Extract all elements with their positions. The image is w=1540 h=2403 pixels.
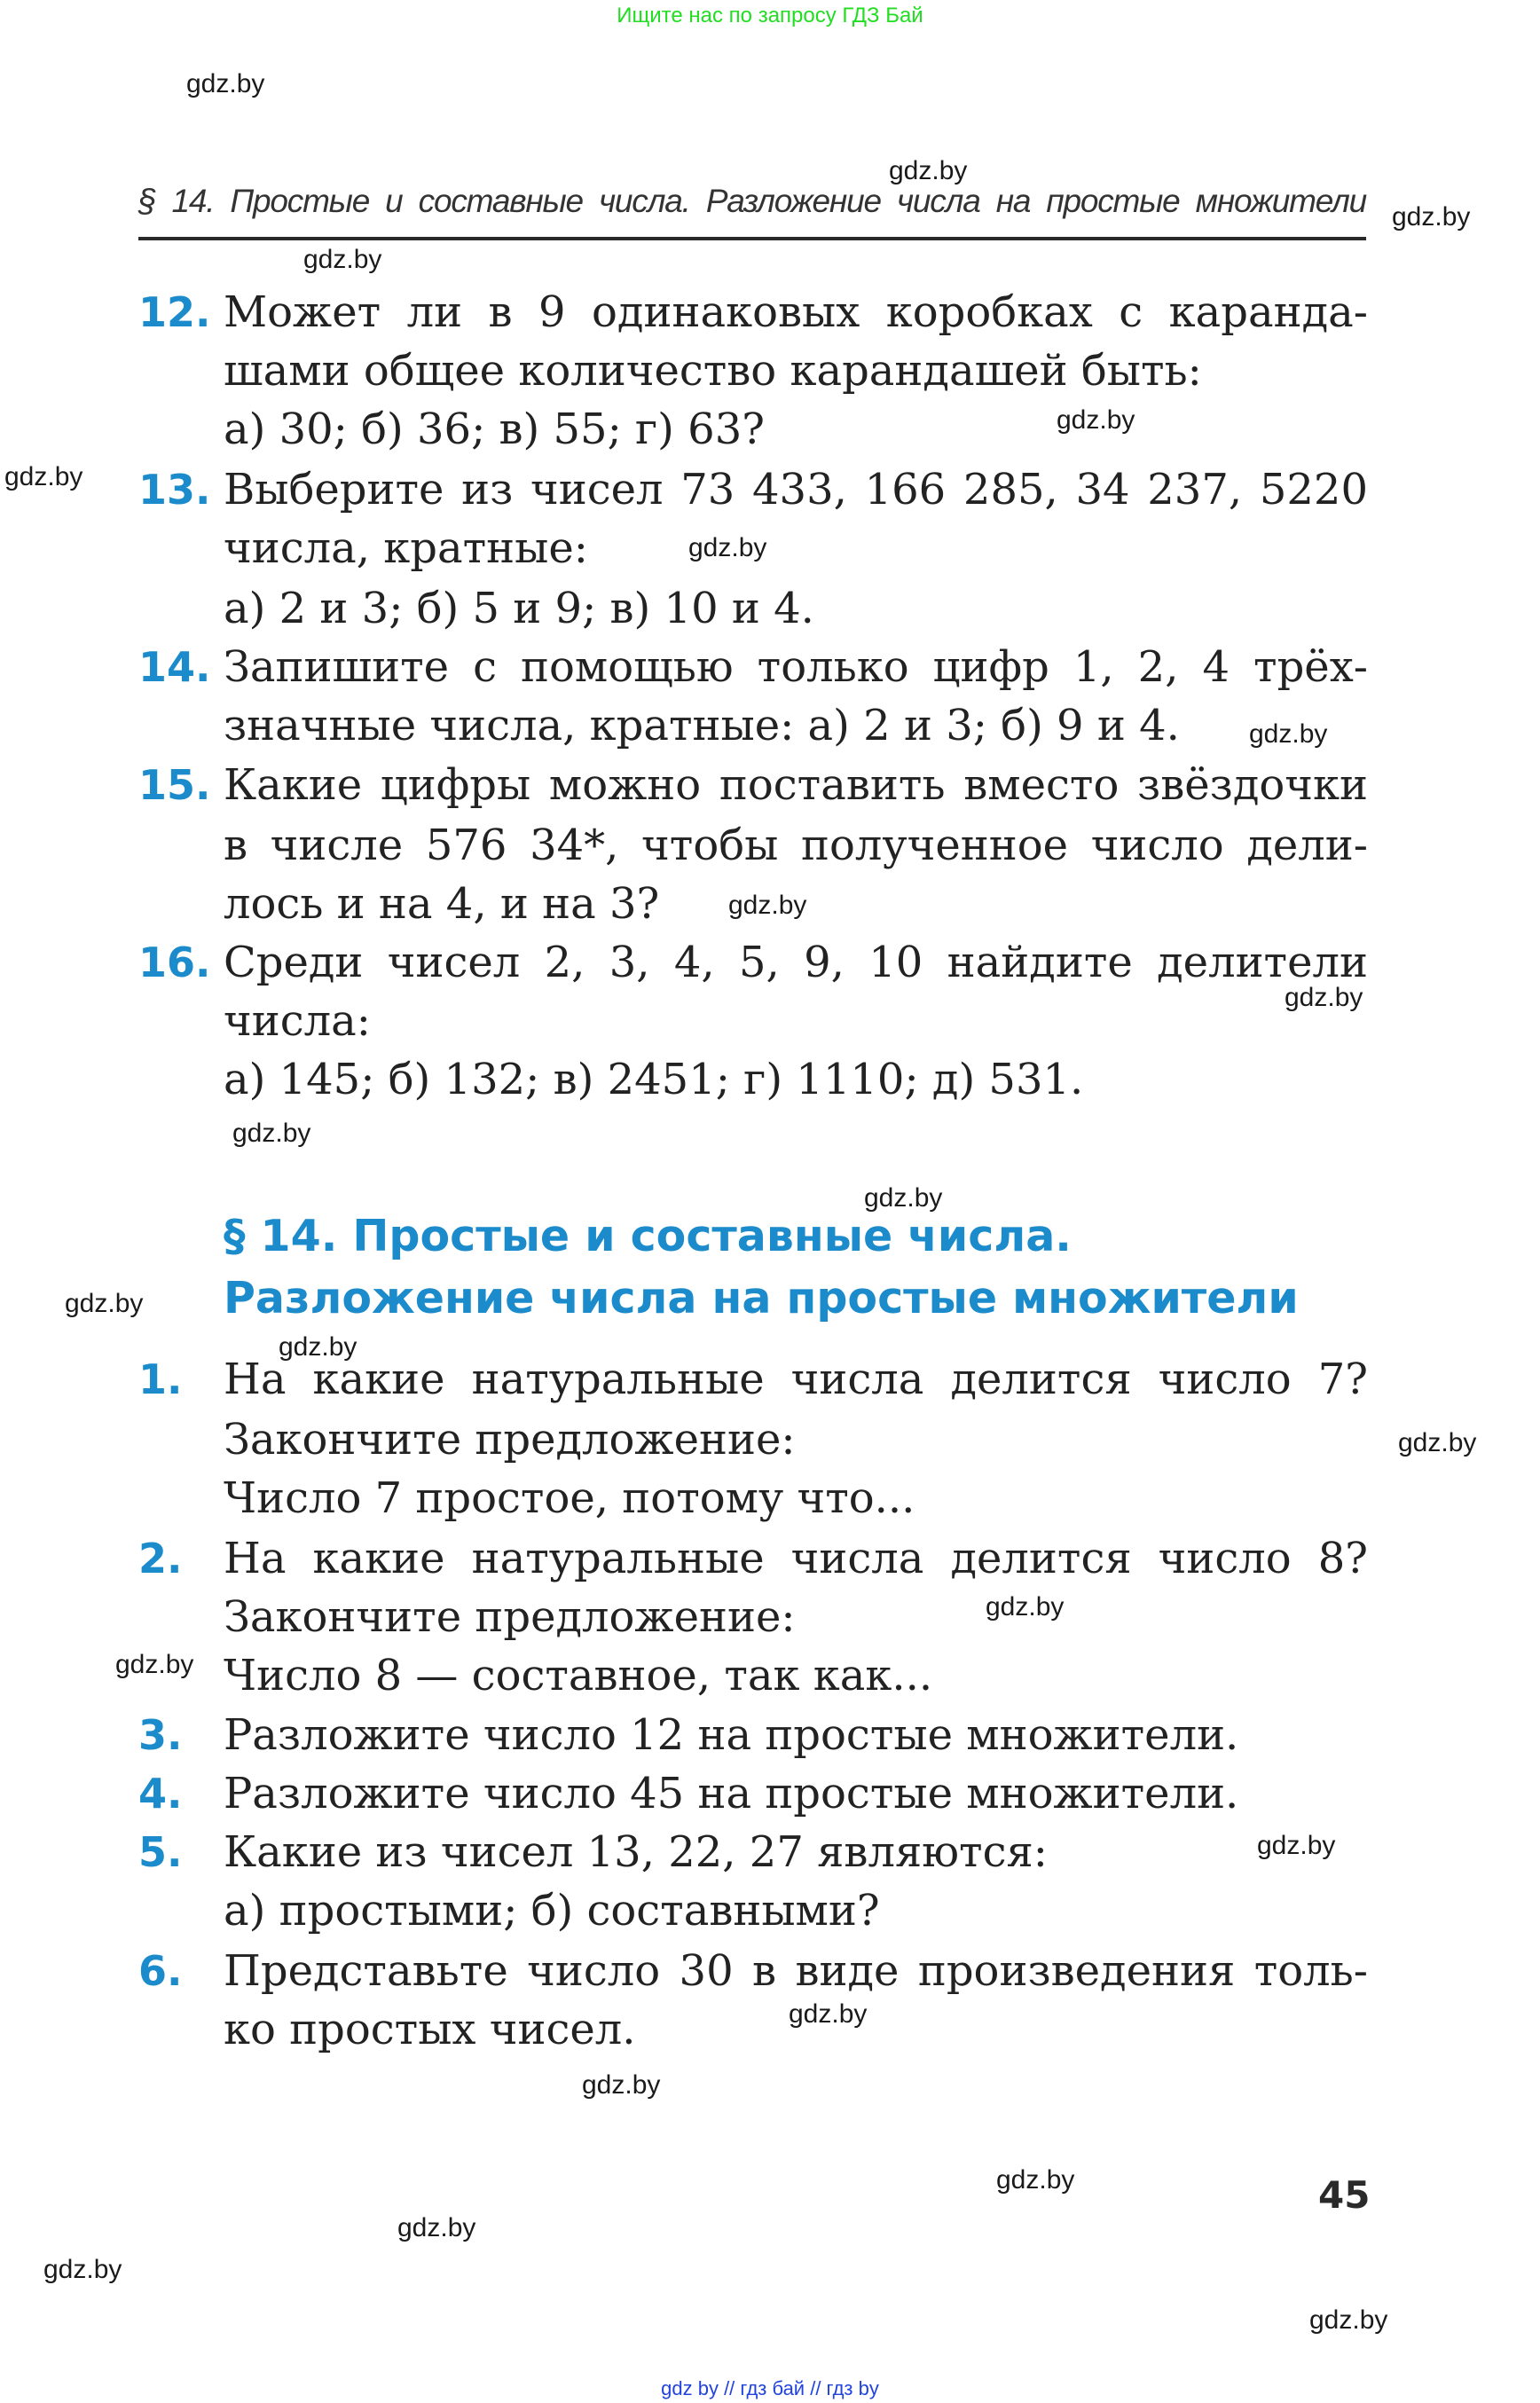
exercise-number: 13.	[138, 466, 211, 514]
watermark: gdz.by	[1257, 1831, 1336, 1860]
watermark: gdz.by	[279, 1332, 358, 1362]
exercise-text-line: в числе 576 34*, чтобы полученное число дели-	[224, 821, 1368, 870]
section-exercise-text-line: Представьте число 30 в виде произведения толь-	[224, 1946, 1368, 1996]
section-title-line-1: § 14. Простые и составные числа.	[224, 1211, 1072, 1261]
watermark: gdz.by	[728, 891, 807, 920]
section-exercise-text-line: Число 7 простое, потому что...	[224, 1473, 915, 1523]
bottom-banner[interactable]: gdz by // гдз бай // гдз by	[661, 2377, 879, 2399]
section-exercise-number: 1.	[138, 1355, 183, 1403]
section-exercise-text-line: Закончите предложение:	[224, 1415, 796, 1465]
watermark: gdz.by	[1249, 719, 1328, 749]
section-exercise-number: 6.	[138, 1947, 183, 1995]
exercise-text-line: значные числа, кратные: а) 2 и 3; б) 9 и 4.	[224, 701, 1180, 750]
watermark: gdz.by	[688, 533, 767, 562]
section-title-line-2: Разложение числа на простые множители	[224, 1273, 1299, 1323]
watermark: gdz.by	[1309, 2305, 1388, 2335]
watermark: gdz.by	[303, 245, 382, 274]
section-exercise-text-line: а) простыми; б) составными?	[224, 1886, 880, 1936]
section-exercise-text-line: Число 8 — составное, так как...	[224, 1651, 933, 1700]
section-exercise-text-line: Закончите предложение:	[224, 1592, 796, 1642]
watermark: gdz.by	[864, 1183, 943, 1213]
exercise-text-line: Запишите с помощью только цифр 1, 2, 4 трёх-	[224, 642, 1368, 692]
section-exercise-number: 3.	[138, 1711, 183, 1759]
exercise-text-line: шами общее количество карандашей быть:	[224, 346, 1202, 396]
section-exercise-text-line: Какие из чисел 13, 22, 27 являются:	[224, 1827, 1048, 1877]
watermark: gdz.by	[65, 1289, 144, 1318]
page-number: 45	[1318, 2173, 1371, 2217]
section-exercise-text-line: Разложите число 12 на простые множители.	[224, 1710, 1239, 1760]
exercise-number: 14.	[138, 643, 211, 691]
exercise-text-line: а) 2 и 3; б) 5 и 9; в) 10 и 4.	[224, 584, 814, 633]
watermark: gdz.by	[232, 1119, 311, 1148]
exercise-text-line: Какие цифры можно поставить вместо звёздочки	[224, 760, 1368, 810]
section-exercise-number: 2.	[138, 1535, 183, 1582]
watermark: gdz.by	[1398, 1428, 1477, 1457]
running-header: § 14. Простые и составные числа. Разложение числа на простые множители	[138, 183, 1366, 219]
section-exercise-text-line: На какие натуральные числа делится число 8?	[224, 1534, 1368, 1583]
watermark: gdz.by	[1285, 983, 1363, 1012]
watermark: gdz.by	[789, 1999, 868, 2029]
exercise-text-line: Среди чисел 2, 3, 4, 5, 9, 10 найдите делители	[224, 938, 1368, 987]
watermark: gdz.by	[1057, 405, 1135, 435]
section-exercise-text-line: ко простых чисел.	[224, 2005, 636, 2054]
exercise-text-line: Может ли в 9 одинаковых коробках с каранда-	[224, 287, 1368, 337]
exercise-text-line: а) 145; б) 132; в) 2451; г) 1110; д) 531.	[224, 1055, 1084, 1104]
top-banner: Ищите нас по запросу ГДЗ Бай	[617, 4, 923, 27]
exercise-number: 15.	[138, 761, 211, 809]
watermark: gdz.by	[996, 2165, 1075, 2195]
exercise-text-line: Выберите из чисел 73 433, 166 285, 34 237, 5220	[224, 465, 1368, 514]
exercise-number: 16.	[138, 938, 211, 986]
exercise-text-line: лось и на 4, и на 3?	[224, 879, 660, 929]
section-exercise-text-line: Разложите число 45 на простые множители.	[224, 1769, 1239, 1818]
watermark: gdz.by	[186, 69, 265, 98]
watermark: gdz.by	[889, 156, 968, 185]
section-exercise-number: 4.	[138, 1770, 183, 1818]
watermark: gdz.by	[397, 2213, 476, 2242]
section-exercise-number: 5.	[138, 1828, 183, 1876]
watermark: gdz.by	[43, 2255, 122, 2284]
exercise-number: 12.	[138, 288, 211, 336]
watermark: gdz.by	[582, 2070, 661, 2100]
exercise-text-line: а) 30; б) 36; в) 55; г) 63?	[224, 404, 765, 454]
watermark: gdz.by	[115, 1650, 194, 1679]
exercise-text-line: числа, кратные:	[224, 523, 588, 573]
watermark: gdz.by	[1392, 202, 1471, 232]
header-rule	[138, 237, 1366, 240]
section-exercise-text-line: На какие натуральные числа делится число 7?	[224, 1355, 1368, 1404]
watermark: gdz.by	[986, 1592, 1065, 1622]
watermark: gdz.by	[4, 462, 83, 491]
exercise-text-line: числа:	[224, 996, 371, 1046]
